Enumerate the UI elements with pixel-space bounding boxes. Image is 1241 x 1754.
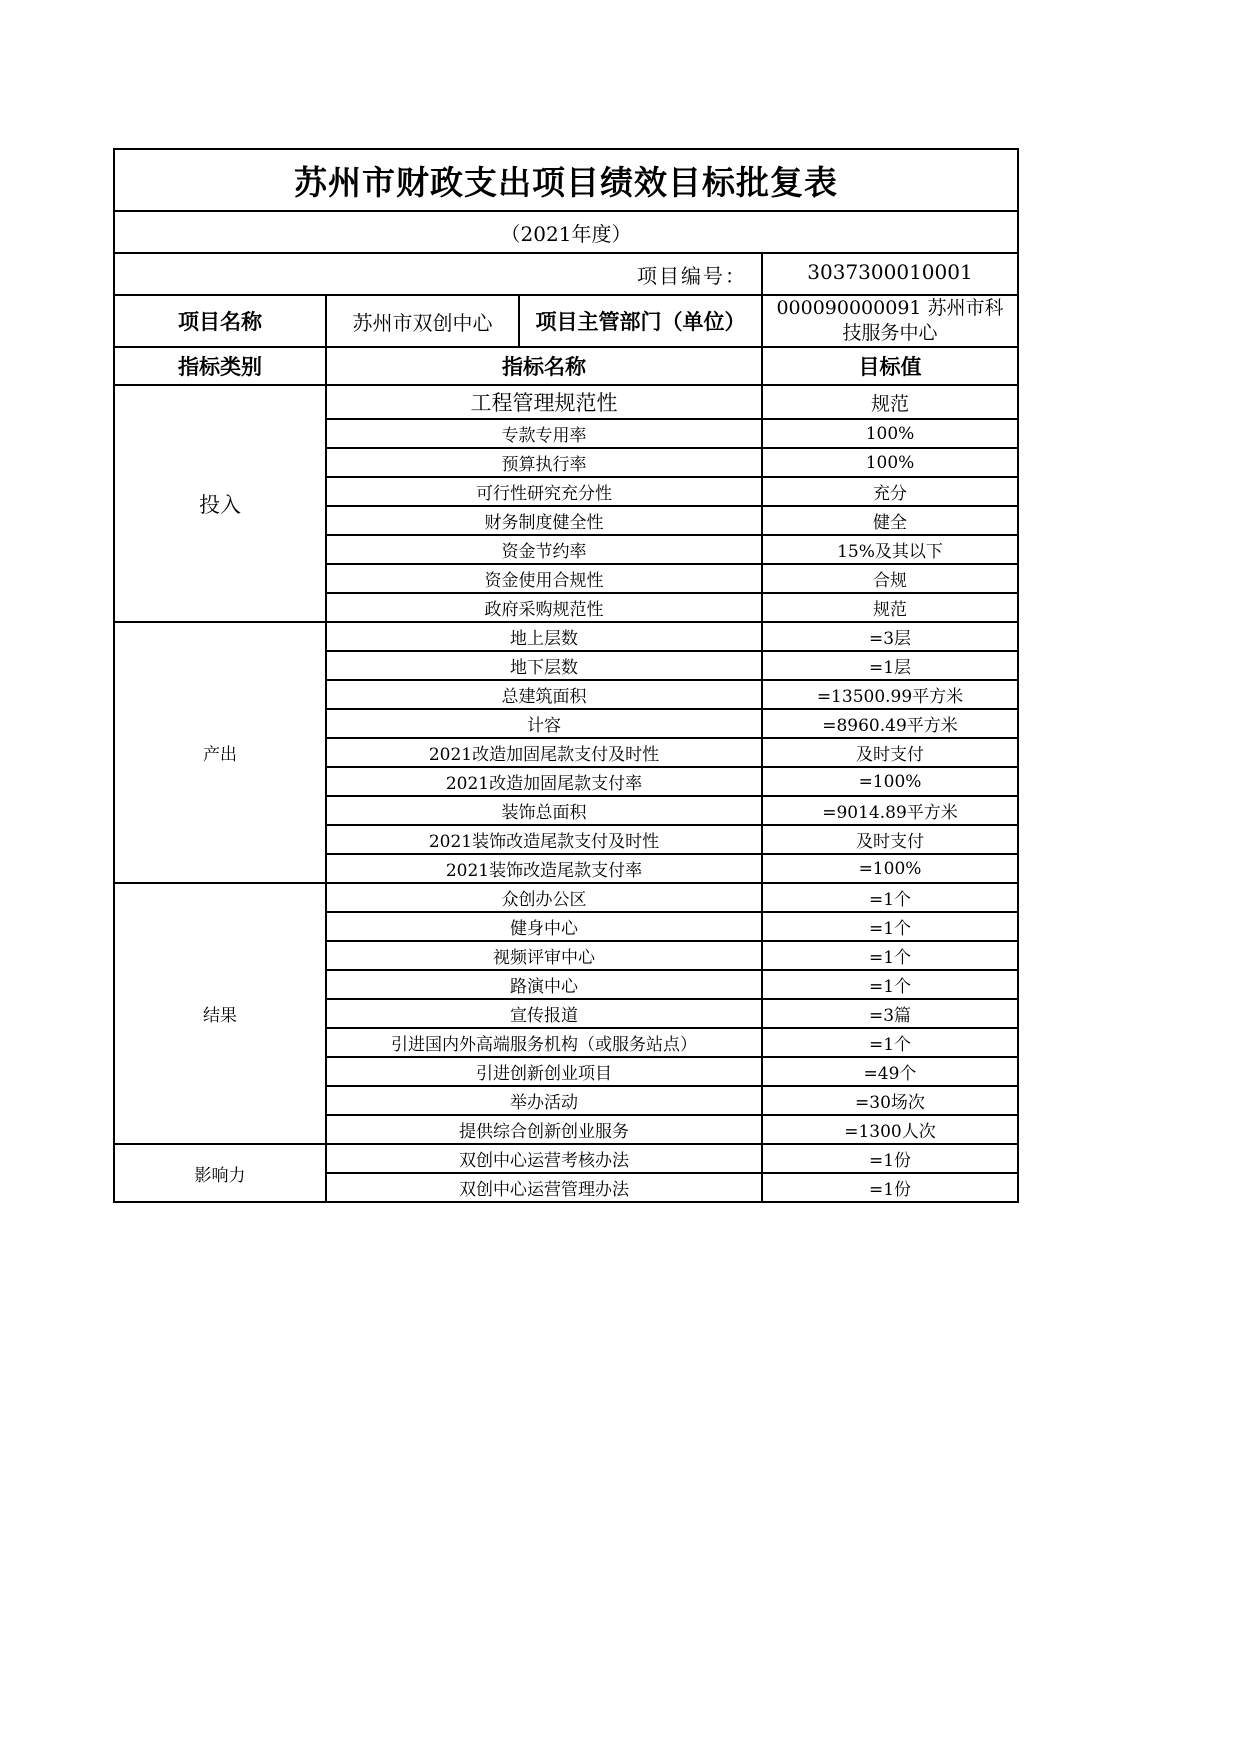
indicator-target-value: =30场次 <box>762 1086 1018 1115</box>
indicator-target-value: 健全 <box>762 506 1018 535</box>
indicator-name: 2021装饰改造尾款支付率 <box>326 854 762 883</box>
indicator-category: 结果 <box>114 883 326 1144</box>
indicator-name: 工程管理规范性 <box>326 385 762 419</box>
indicator-name: 专款专用率 <box>326 419 762 448</box>
indicator-category: 影响力 <box>114 1144 326 1202</box>
indicator-target-value: =1个 <box>762 970 1018 999</box>
indicator-target-value: =49个 <box>762 1057 1018 1086</box>
indicator-target-value: 规范 <box>762 593 1018 622</box>
indicator-target-value: =9014.89平方米 <box>762 796 1018 825</box>
table-row <box>114 1144 1018 1173</box>
indicator-name: 资金节约率 <box>326 535 762 564</box>
table-row <box>114 883 1018 912</box>
indicator-name: 总建筑面积 <box>326 680 762 709</box>
indicator-name: 2021装饰改造尾款支付及时性 <box>326 825 762 854</box>
header-category: 指标类别 <box>114 347 326 385</box>
indicator-name: 双创中心运营管理办法 <box>326 1173 762 1202</box>
indicator-name: 2021改造加固尾款支付及时性 <box>326 738 762 767</box>
project-code-row <box>114 253 1018 295</box>
indicator-name: 地上层数 <box>326 622 762 651</box>
header-indicator-name: 指标名称 <box>326 347 762 385</box>
indicator-name: 装饰总面积 <box>326 796 762 825</box>
indicator-name: 资金使用合规性 <box>326 564 762 593</box>
indicator-name: 2021改造加固尾款支付率 <box>326 767 762 796</box>
indicator-target-value: =13500.99平方米 <box>762 680 1018 709</box>
project-code-value: 3037300010001 <box>762 253 1018 295</box>
project-name-label: 项目名称 <box>114 295 326 347</box>
indicator-target-value: =8960.49平方米 <box>762 709 1018 738</box>
page-title: 苏州市财政支出项目绩效目标批复表 <box>114 149 1018 211</box>
department-label: 项目主管部门（单位） <box>519 295 762 347</box>
indicator-target-value: 15%及其以下 <box>762 535 1018 564</box>
indicator-target-value: =1个 <box>762 1028 1018 1057</box>
title-row <box>114 149 1018 211</box>
indicator-target-value: =3篇 <box>762 999 1018 1028</box>
indicator-name: 引进创新创业项目 <box>326 1057 762 1086</box>
indicator-target-value: =1份 <box>762 1173 1018 1202</box>
indicator-name: 预算执行率 <box>326 448 762 477</box>
indicator-name: 宣传报道 <box>326 999 762 1028</box>
indicator-name: 政府采购规范性 <box>326 593 762 622</box>
indicator-target-value: =1个 <box>762 912 1018 941</box>
indicator-name: 提供综合创新创业服务 <box>326 1115 762 1144</box>
indicator-target-value: 100% <box>762 448 1018 477</box>
indicator-target-value: =3层 <box>762 622 1018 651</box>
indicator-name: 双创中心运营考核办法 <box>326 1144 762 1173</box>
indicator-name: 举办活动 <box>326 1086 762 1115</box>
indicator-name: 健身中心 <box>326 912 762 941</box>
indicator-name: 计容 <box>326 709 762 738</box>
indicator-target-value: =1份 <box>762 1144 1018 1173</box>
indicator-target-value: 及时支付 <box>762 738 1018 767</box>
indicator-target-value: 及时支付 <box>762 825 1018 854</box>
indicator-name: 视频评审中心 <box>326 941 762 970</box>
indicator-name: 可行性研究充分性 <box>326 477 762 506</box>
indicator-target-value: =1层 <box>762 651 1018 680</box>
department-value: 000090000091 苏州市科技服务中心 <box>762 295 1018 347</box>
indicator-target-value: 规范 <box>762 385 1018 419</box>
indicator-target-value: =1个 <box>762 941 1018 970</box>
indicator-target-value: =100% <box>762 767 1018 796</box>
indicator-name: 地下层数 <box>326 651 762 680</box>
indicator-name: 众创办公区 <box>326 883 762 912</box>
indicator-target-value: =100% <box>762 854 1018 883</box>
indicator-name: 引进国内外高端服务机构（或服务站点） <box>326 1028 762 1057</box>
indicator-name: 财务制度健全性 <box>326 506 762 535</box>
indicator-target-value: 合规 <box>762 564 1018 593</box>
project-name-value: 苏州市双创中心 <box>326 295 519 347</box>
indicator-header-row <box>114 347 1018 385</box>
indicator-target-value: 100% <box>762 419 1018 448</box>
project-info-row <box>114 295 1018 347</box>
table-row <box>114 385 1018 419</box>
performance-target-table <box>113 148 1019 1203</box>
indicator-target-value: =1300人次 <box>762 1115 1018 1144</box>
indicator-category: 产出 <box>114 622 326 883</box>
indicator-target-value: =1个 <box>762 883 1018 912</box>
year-row <box>114 211 1018 253</box>
indicator-name: 路演中心 <box>326 970 762 999</box>
indicator-category: 投入 <box>114 385 326 622</box>
fiscal-year: （2021年度） <box>114 211 1018 253</box>
header-target-value: 目标值 <box>762 347 1018 385</box>
indicator-target-value: 充分 <box>762 477 1018 506</box>
table-row <box>114 622 1018 651</box>
project-code-label: 项目编号： <box>114 253 762 295</box>
